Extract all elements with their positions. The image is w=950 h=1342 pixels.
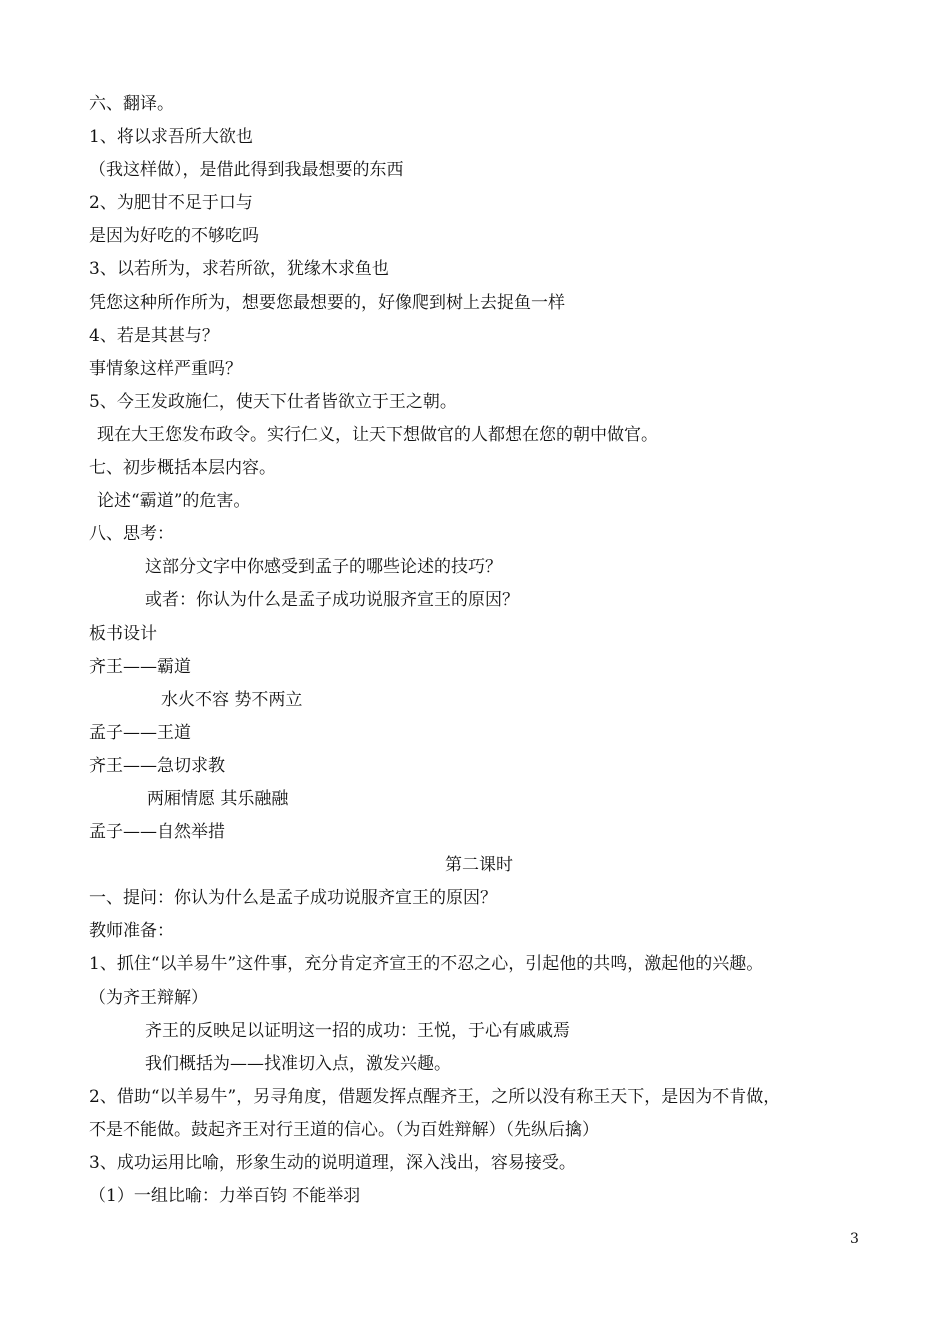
text-line: 3、成功运用比喻，形象生动的说明道理，深入浅出，容易接受。 <box>89 1153 576 1173</box>
text-line: 是因为好吃的不够吃吗 <box>89 226 259 247</box>
text-line: 我们概括为——找准切入点，激发兴趣。 <box>145 1053 451 1074</box>
text-line: 3、以若所为，求若所欲，犹缘木求鱼也 <box>89 259 389 280</box>
text-line: 一、提问：你认为什么是孟子成功说服齐宣王的原因？ <box>89 888 497 909</box>
text-line: 孟子——王道 <box>89 722 191 743</box>
text-line: 教师准备： <box>89 921 174 942</box>
text-line: （我这样做），是借此得到我最想要的东西 <box>89 160 404 181</box>
text-line: 论述“霸道”的危害。 <box>97 491 251 512</box>
text-line: 齐王的反映足以证明这一招的成功：王悦，于心有戚戚焉 <box>145 1020 570 1041</box>
text-line: （为齐王辩解） <box>89 987 208 1008</box>
text-line: 这部分文字中你感受到孟子的哪些论述的技巧？ <box>145 557 502 578</box>
text-line: 或者：你认为什么是孟子成功说服齐宣王的原因？ <box>145 590 519 611</box>
section-heading-summary: 七、初步概括本层内容。 <box>89 458 276 479</box>
text-line: 不是不能做。鼓起齐王对行王道的信心。（为百姓辩解）（先纵后擒） <box>89 1119 599 1140</box>
text-line: 事情象这样严重吗？ <box>89 358 242 379</box>
text-line: 1、抓住“以羊易牛”这件事，充分肯定齐宣王的不忍之心，引起他的共鸣，激起他的兴趣。 <box>89 954 764 975</box>
text-line: 齐王——急切求教 <box>89 755 225 776</box>
document-body <box>89 88 869 1213</box>
text-line: 齐王——霸道 <box>89 656 191 677</box>
text-line: （1）一组比喻：力举百钧 不能举羽 <box>89 1186 361 1207</box>
text-line: 2、为肥甘不足于口与 <box>89 193 253 214</box>
text-line: 孟子——自然举措 <box>89 822 225 843</box>
text-line: 1、将以求吾所大欲也 <box>89 127 253 148</box>
text-line: 4、若是其甚与？ <box>89 325 219 346</box>
text-line: 水火不容 势不两立 <box>161 689 303 710</box>
lesson-title: 第二课时 <box>445 855 513 876</box>
text-line: 两厢情愿 其乐融融 <box>147 788 289 809</box>
section-heading-translation: 六、翻译。 <box>89 94 174 114</box>
text-line: 2、借助“以羊易牛”，另寻角度，借题发挥点醒齐王，之所以没有称王天下，是因为不肯做， <box>89 1086 781 1107</box>
board-design-heading: 板书设计 <box>89 623 157 644</box>
section-heading-thinking: 八、思考： <box>89 524 174 545</box>
text-line: 现在大王您发布政令。实行仁义，让天下想做官的人都想在您的朝中做官。 <box>97 424 658 445</box>
text-line: 5、今王发政施仁，使天下仕者皆欲立于王之朝。 <box>89 391 457 412</box>
page-number: 3 <box>850 1231 859 1247</box>
text-line: 凭您这种所作所为，想要您最想要的，好像爬到树上去捉鱼一样 <box>89 292 565 313</box>
